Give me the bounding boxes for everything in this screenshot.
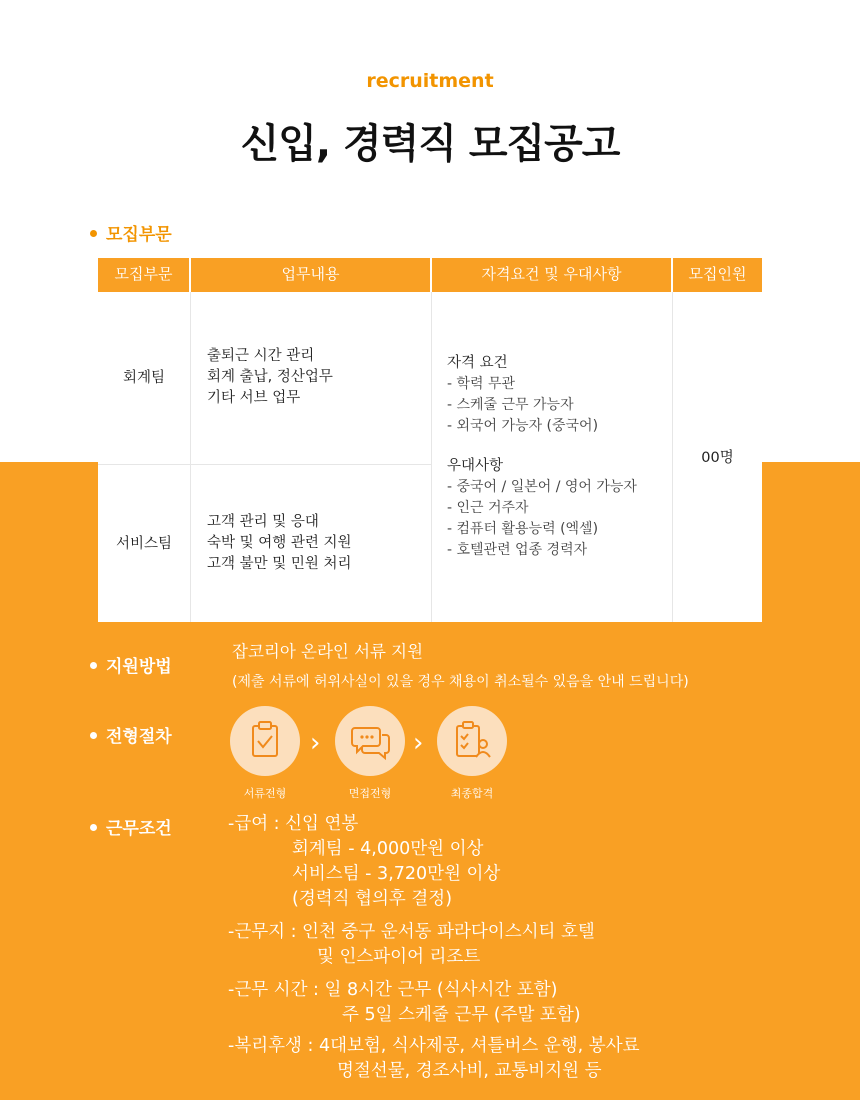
dept-service: 서비스팀: [115, 536, 173, 552]
column-divider: [190, 292, 191, 622]
bullet-dot: [90, 732, 97, 739]
step-circle: [335, 706, 405, 776]
section-recruit-label: 모집부문: [106, 225, 172, 245]
section-apply-heading: [90, 652, 172, 677]
checklist-person-icon: [437, 706, 507, 776]
preferences-title: 우대사항: [447, 458, 504, 474]
hours-line: 주 5일 스케줄 근무 (주말 포함): [342, 1005, 581, 1025]
chat-bubbles-icon: [335, 706, 405, 776]
salary-line: -급여 : 신입 연봉: [228, 814, 359, 834]
apply-notice-text: (제출 서류에 허위사실이 있을 경우 채용이 취소될수 있음을 안내 드립니다): [232, 674, 689, 690]
col-header-headcount: 모집인원: [673, 258, 762, 292]
duty-item: 회계 출납, 정산업무: [207, 369, 333, 385]
duty-item: 출퇴근 시간 관리: [207, 348, 315, 364]
duty-item: 고객 불만 및 민원 처리: [207, 556, 352, 572]
section-process-heading: [90, 722, 172, 747]
requirement-item: - 외국어 가능자 (중국어): [447, 418, 599, 434]
salary-line: 서비스팀 - 3,720만원 이상: [292, 864, 501, 884]
duty-item: 고객 관리 및 응대: [207, 514, 319, 530]
section-recruit-heading: [90, 220, 172, 245]
welfare-line: -복리후생 : 4대보험, 식사제공, 셔틀버스 운행, 봉사료: [228, 1036, 640, 1056]
hours-line: -근무 시간 : 일 8시간 근무 (식사시간 포함): [228, 980, 558, 1000]
section-process-label: 전형절차: [106, 727, 172, 747]
page-title: 신입, 경력직 모집공고: [240, 121, 620, 167]
duty-item: 기타 서브 업무: [207, 390, 301, 406]
step-label: 서류전형: [243, 787, 287, 800]
requirements-title: 자격 요건: [447, 355, 508, 371]
column-divider: [431, 292, 432, 622]
duties-accounting: [207, 346, 333, 409]
col-header-qualifications: 자격요건 및 우대사항: [432, 258, 671, 292]
recruit-table: [98, 258, 762, 622]
chevron-right-icon: ›: [310, 728, 321, 758]
preference-item: - 중국어 / 일본어 / 영어 가능자: [447, 479, 637, 495]
dept-accounting: 회계팀: [122, 370, 166, 386]
requirement-item: - 학력 무관: [447, 376, 516, 392]
step-label: 면접전형: [348, 787, 392, 800]
step-label: 최종합격: [450, 787, 494, 800]
preference-item: - 인근 거주자: [447, 500, 529, 516]
preference-item: - 컴퓨터 활용능력 (엑셀): [447, 521, 599, 537]
step-circle: [437, 706, 507, 776]
bullet-dot: [90, 662, 97, 669]
chevron-right-icon: ›: [413, 728, 424, 758]
headcount-value: 00명: [701, 450, 734, 466]
clipboard-check-icon: [230, 706, 300, 776]
salary-line: (경력직 협의후 결정): [292, 889, 453, 909]
step-circle: [230, 706, 300, 776]
duty-item: 숙박 및 여행 관련 지원: [207, 535, 352, 551]
location-line: -근무지 : 인천 중구 운서동 파라다이스시티 호텔: [228, 922, 595, 942]
salary-line: 회계팀 - 4,000만원 이상: [292, 839, 484, 859]
process-step-document: [229, 706, 301, 801]
duties-service: [207, 512, 352, 575]
qualifications-block: [447, 353, 637, 561]
eyebrow-text: recruitment: [366, 70, 494, 92]
process-step-final: [436, 706, 508, 801]
section-conditions-label: 근무조건: [106, 819, 172, 839]
col-header-duties: 업무내용: [191, 258, 430, 292]
section-conditions-heading: [90, 814, 172, 839]
apply-method-text: 잡코리아 온라인 서류 지원: [232, 642, 424, 661]
preference-item: - 호텔관련 업종 경력자: [447, 542, 588, 558]
row-divider: [98, 464, 431, 465]
process-step-interview: [334, 706, 406, 801]
bullet-dot: [90, 824, 97, 831]
welfare-line: 명절선물, 경조사비, 교통비지원 등: [337, 1061, 602, 1081]
location-line: 및 인스파이어 리조트: [317, 947, 481, 967]
requirement-item: - 스케줄 근무 가능자: [447, 397, 574, 413]
bullet-dot: [90, 230, 97, 237]
section-apply-label: 지원방법: [106, 657, 172, 677]
col-header-dept: 모집부문: [98, 258, 189, 292]
